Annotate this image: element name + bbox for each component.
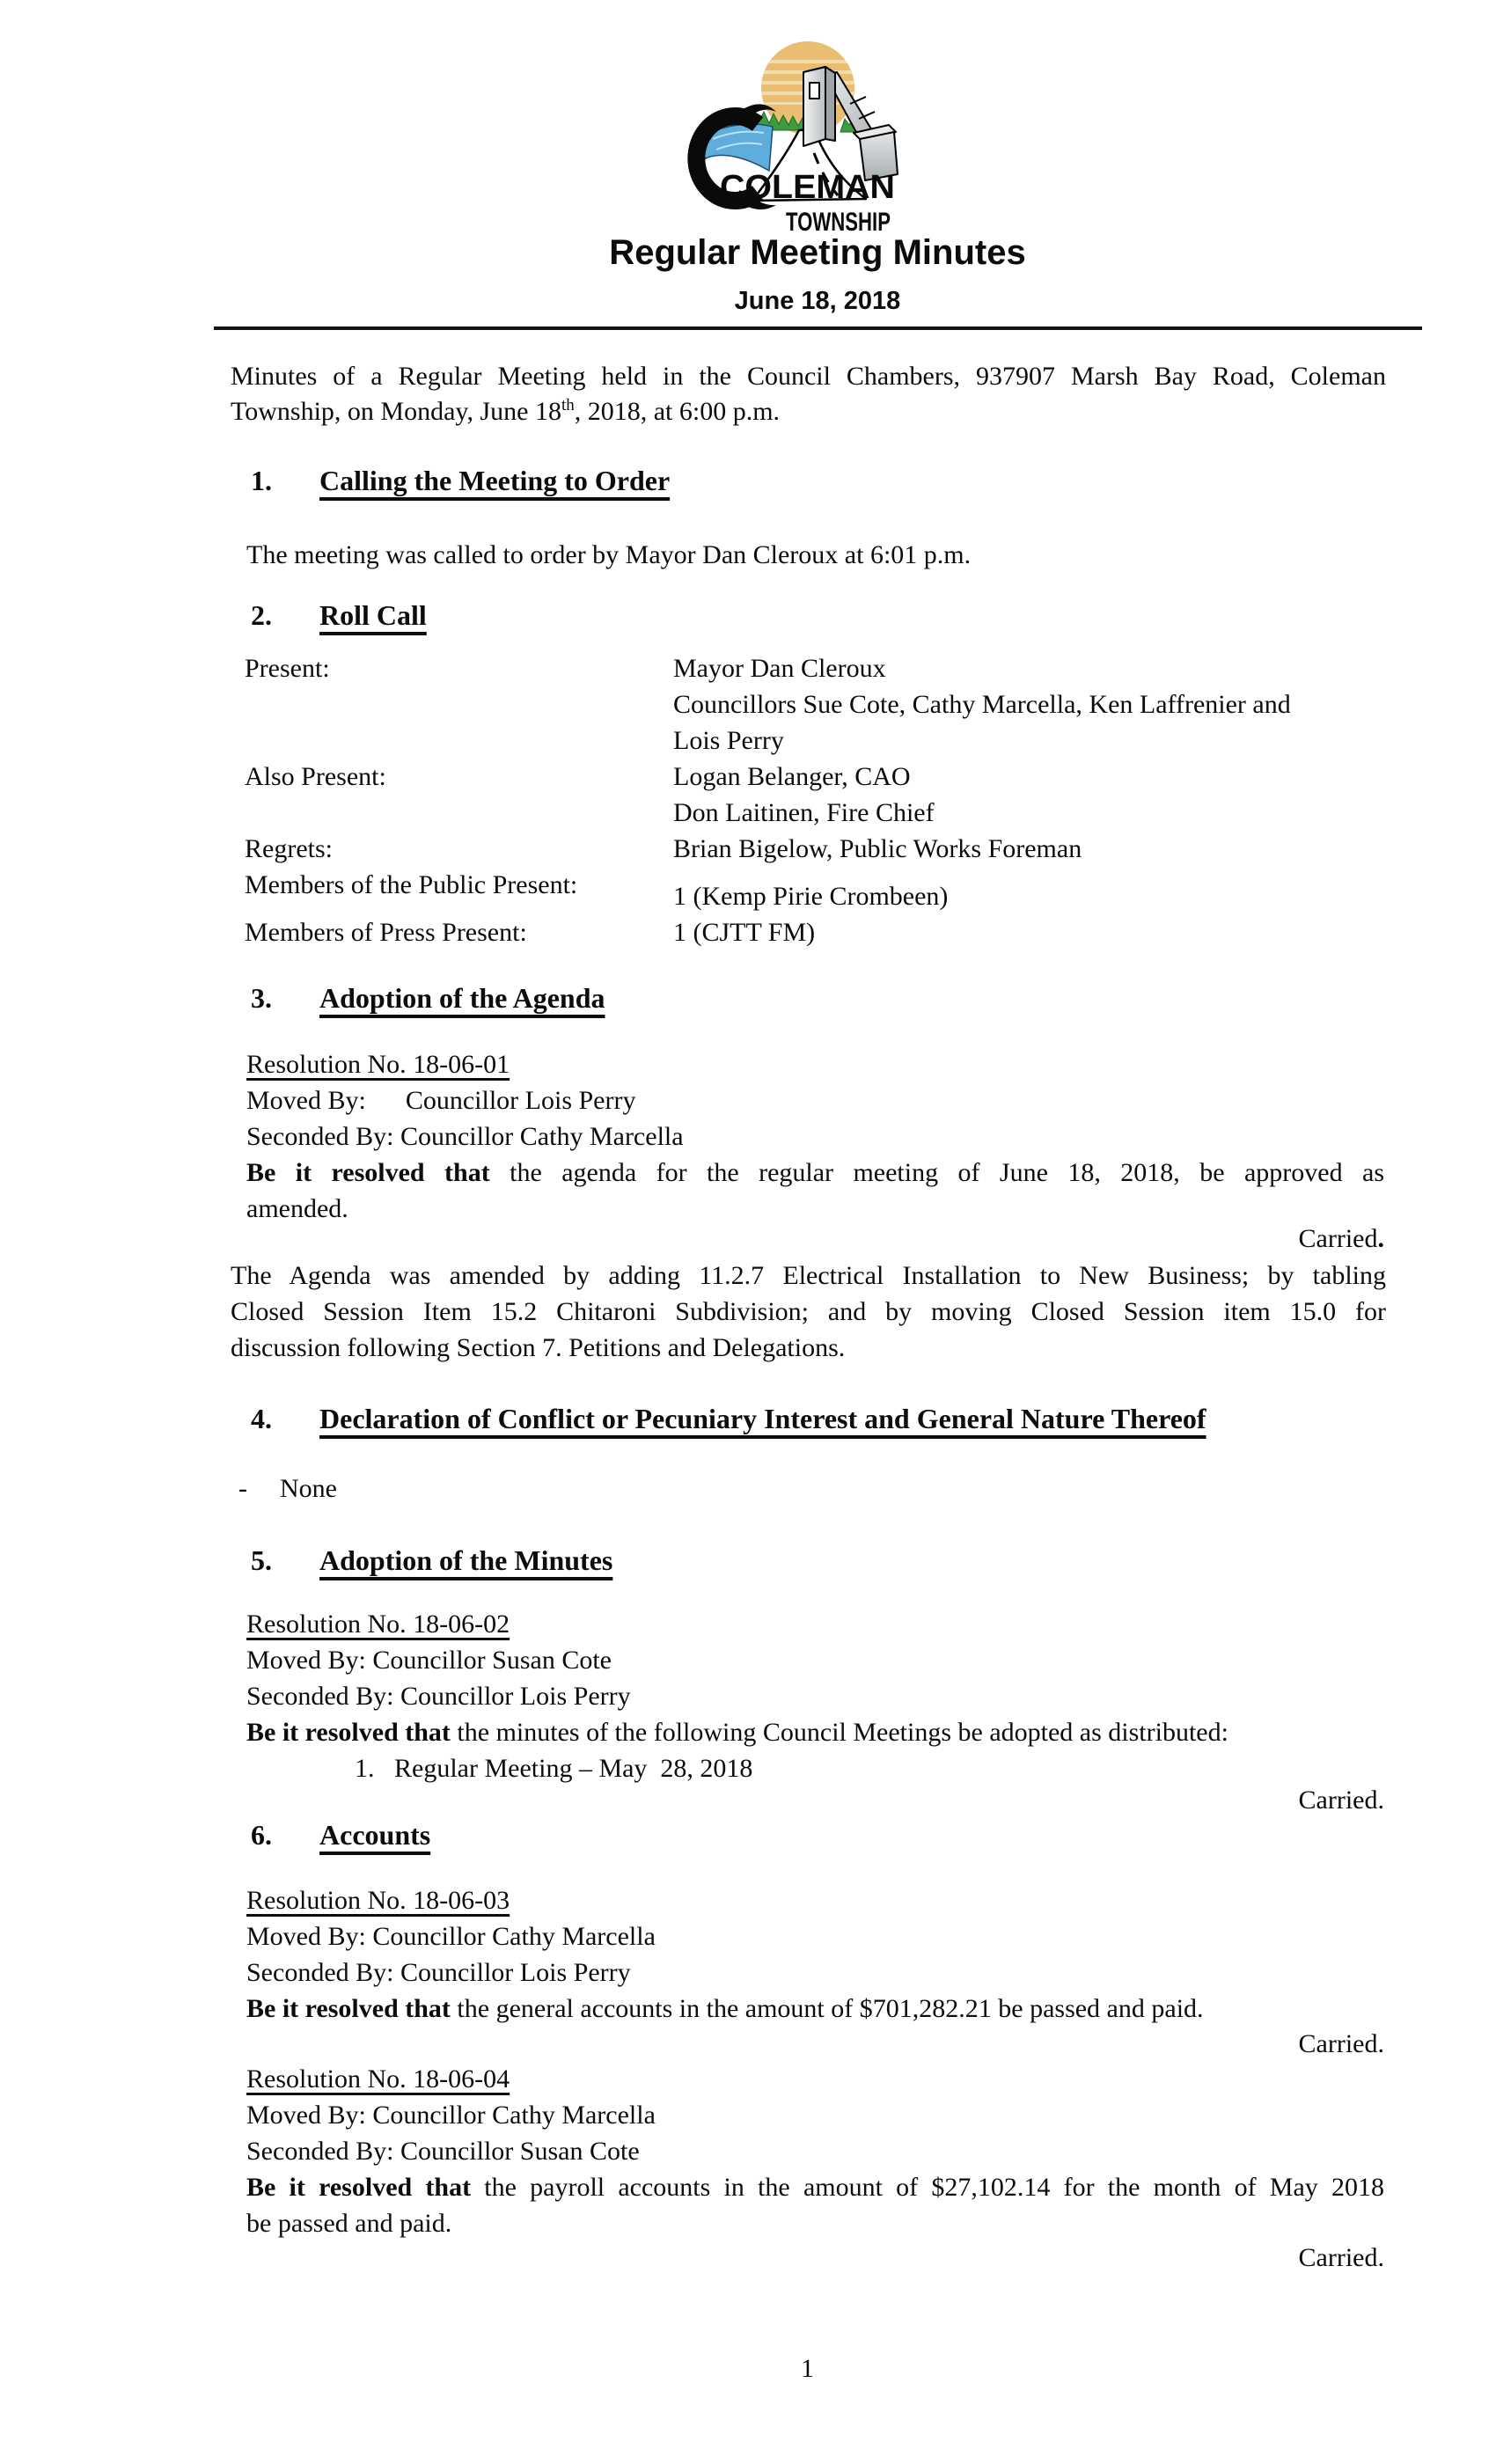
section-title: Adoption of the Minutes	[319, 1544, 613, 1576]
list-dash: -	[238, 1474, 247, 1503]
resolved-rest: the minutes of the following Council Meetings be adopted as distributed:	[450, 1718, 1228, 1747]
section-title: Declaration of Conflict or Pecuniary Interest and General Nature Thereof	[319, 1403, 1206, 1434]
document-date: June 18, 2018	[734, 287, 901, 315]
section-heading-4	[251, 1401, 1206, 1437]
rollcall-label: Members of the Public Present:	[245, 870, 578, 899]
resolved-line	[246, 1714, 1228, 1750]
amendment-line-3: discussion following Section 7. Petitions and Delegations.	[231, 1333, 846, 1362]
section-heading-1	[251, 463, 670, 499]
resolved-lead: Be it resolved that	[246, 1994, 451, 2023]
rollcall-label: Regrets:	[245, 834, 333, 863]
logo-wordmark: COLEMAN	[720, 169, 895, 206]
resolved-line	[246, 1991, 1204, 2027]
rollcall-value: Brian Bigelow, Public Works Foreman	[673, 834, 1082, 863]
moved-by-line: Moved By: Councillor Susan Cote	[246, 1646, 612, 1675]
none-item	[238, 1470, 337, 1507]
rollcall-label: Also Present:	[245, 762, 386, 791]
section-heading-5	[251, 1543, 612, 1579]
resolved-lead: Be it resolved that	[246, 1718, 451, 1747]
intro-line-2-rest: , 2018, at 6:00 p.m.	[574, 397, 781, 426]
resolution-number: Resolution No. 18-06-01	[246, 1050, 510, 1079]
carried-line: Carried.	[1298, 2243, 1384, 2272]
moved-by-line: Moved By: Councillor Cathy Marcella	[246, 1922, 656, 1951]
section-number: 5.	[251, 1544, 272, 1576]
rollcall-value: Don Laitinen, Fire Chief	[673, 798, 935, 827]
section-title: Roll Call	[319, 599, 427, 631]
section-title: Calling the Meeting to Order	[319, 465, 671, 496]
resolution-number: Resolution No. 18-06-04	[246, 2064, 510, 2094]
document-title: Regular Meeting Minutes	[609, 233, 1026, 272]
rollcall-value: Mayor Dan Cleroux	[673, 654, 886, 683]
coleman-township-logo	[678, 26, 977, 238]
rollcall-value: Logan Belanger, CAO	[673, 762, 911, 791]
rollcall-label: Members of Press Present:	[245, 918, 527, 947]
section-number: 6.	[251, 1819, 272, 1851]
resolution-number: Resolution No. 18-06-03	[246, 1886, 510, 1915]
section-number: 4.	[251, 1403, 272, 1434]
rollcall-value: Lois Perry	[673, 726, 784, 755]
moved-by-line: Moved By: Councillor Cathy Marcella	[246, 2101, 656, 2130]
rollcall-value: 1 (Kemp Pirie Crombeen)	[673, 882, 949, 911]
carried-text: Carried	[1298, 1224, 1378, 1253]
seconded-by-line: Seconded By: Councillor Susan Cote	[246, 2137, 640, 2166]
carried-line: Carried.	[1298, 2029, 1384, 2058]
seconded-by-line: Seconded By: Councillor Lois Perry	[246, 1958, 631, 1987]
carried-period: .	[1377, 1224, 1384, 1253]
amendment-line-2: Closed Session Item 15.2 Chitaroni Subdivision; and by moving Closed Session item 15.0 for	[231, 1297, 1386, 1326]
section-number: 3.	[251, 982, 272, 1014]
logo-wordmark-township: TOWNSHIP	[786, 208, 891, 237]
moved-by-line: Moved By: Councillor Lois Perry	[246, 1086, 636, 1115]
none-text: None	[280, 1474, 337, 1503]
page-number: 1	[801, 2354, 814, 2383]
seconded-by-line: Seconded By: Councillor Lois Perry	[246, 1682, 631, 1711]
resolved-rest: the payroll accounts in the amount of $27,102.14 for the month of May 2018	[471, 2173, 1384, 2202]
section-number: 1.	[251, 465, 272, 496]
carried-line	[246, 1221, 1384, 1257]
seconded-by-line: Seconded By: Councillor Cathy Marcella	[246, 1122, 684, 1151]
intro-line-1: Minutes of a Regular Meeting held in the Council Chambers, 937907 Marsh Bay Road, Coleman	[231, 362, 1386, 391]
section-heading-6	[251, 1817, 430, 1853]
resolved-lead: Be it resolved that	[246, 1158, 490, 1187]
intro-line-2-text: Township, on Monday, June 18	[231, 397, 561, 426]
section-heading-2	[251, 598, 427, 634]
section-number: 2.	[251, 599, 272, 631]
amendment-line-1: The Agenda was amended by adding 11.2.7 Electrical Installation to New Business; by tabling	[231, 1261, 1386, 1290]
section-heading-3	[251, 980, 605, 1016]
resolution-number: Resolution No. 18-06-02	[246, 1610, 510, 1639]
rollcall-label: Present:	[245, 654, 330, 683]
ordinal-superscript: th	[561, 396, 575, 414]
section-title: Adoption of the Agenda	[319, 982, 605, 1014]
intro-line-2	[231, 393, 780, 429]
resolved-rest: the general accounts in the amount of $701,282.21 be passed and paid.	[450, 1994, 1204, 2023]
resolved-line-1	[246, 1155, 1384, 1191]
minutes-list-item: 1. Regular Meeting – May 28, 2018	[355, 1754, 753, 1783]
resolved-rest: the agenda for the regular meeting of June 18, 2018, be approved as	[489, 1158, 1384, 1187]
header-divider	[214, 326, 1422, 330]
rollcall-value: 1 (CJTT FM)	[673, 918, 816, 947]
resolved-lead: Be it resolved that	[246, 2173, 472, 2202]
rollcall-value: Councillors Sue Cote, Cathy Marcella, Ken Laffrenier and	[673, 690, 1291, 719]
resolved-line-2: amended.	[246, 1194, 348, 1223]
resolved-line-1	[246, 2169, 1384, 2205]
carried-line: Carried.	[1298, 1786, 1384, 1815]
resolved-line-2: be passed and paid.	[246, 2209, 452, 2238]
section-title: Accounts	[319, 1819, 431, 1851]
call-to-order-text: The meeting was called to order by Mayor Dan Cleroux at 6:01 p.m.	[246, 540, 972, 569]
